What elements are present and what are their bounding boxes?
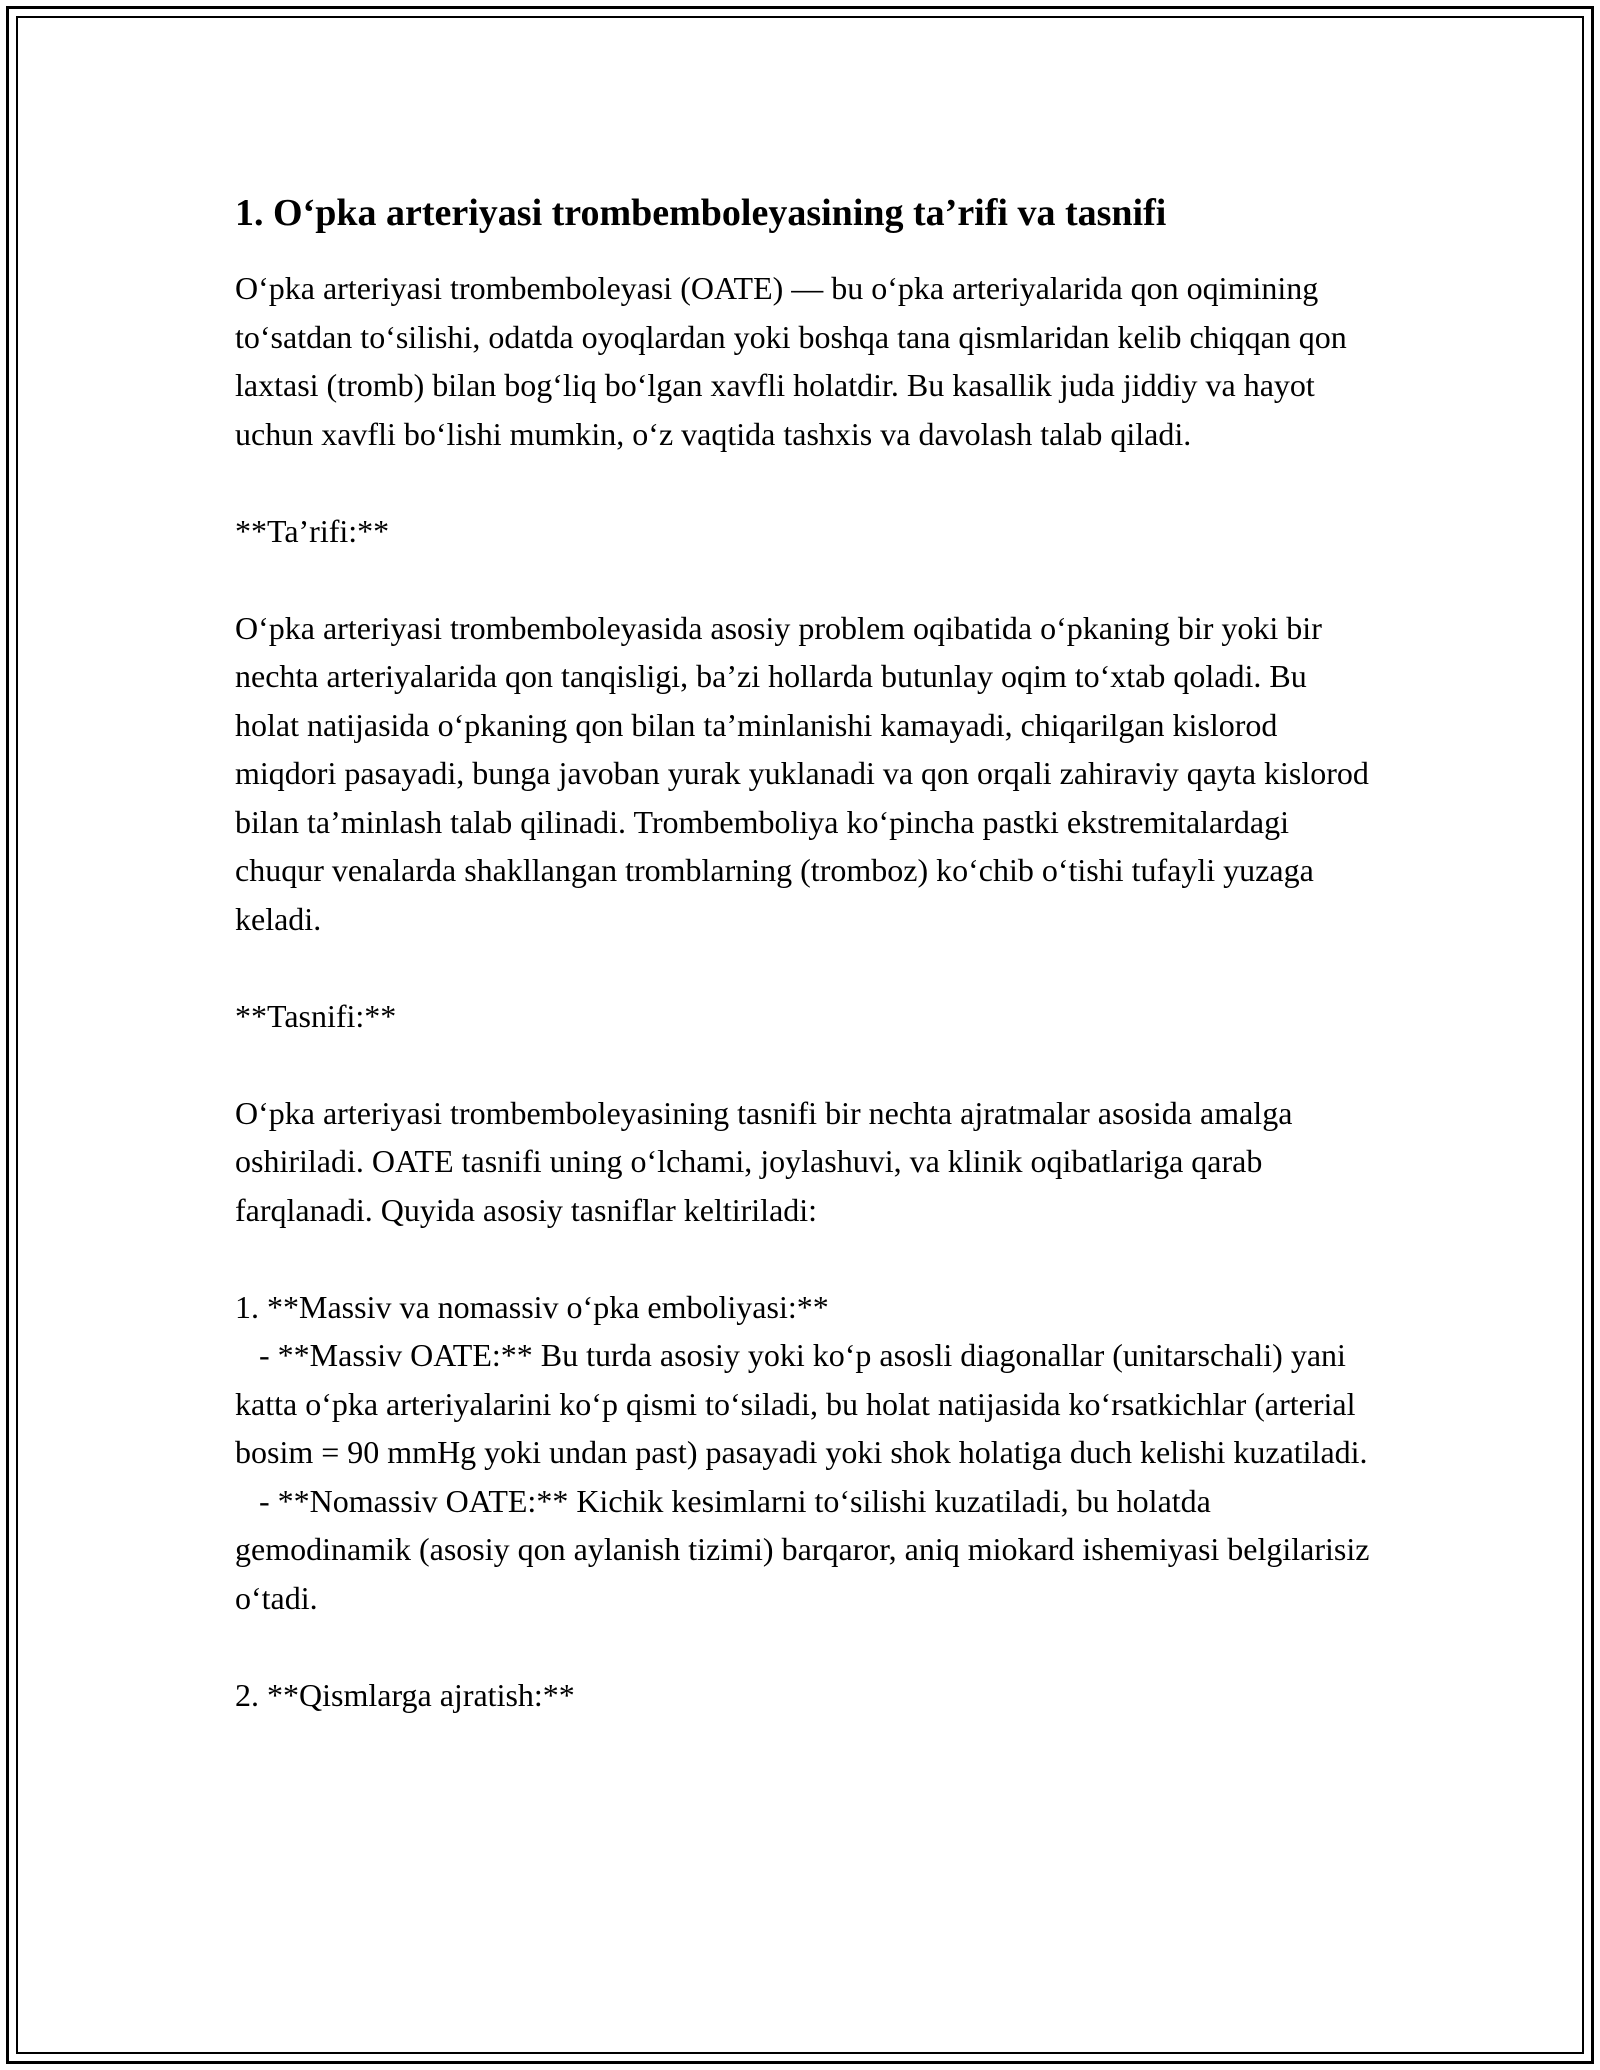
list-subitem-massive: - **Massiv OATE:** Bu turda asosiy yoki ko‘p asosli diagonallar (unitarschali) yani katta o‘pka arteriyalarini ko‘p qismi to‘siladi, bu holat natijasida ko‘rsatkichlar (arterial bosim = 90 mmHg yoki undan past) pasayadi yoki shok holatiga duch kelishi kuzatiladi. <box>235 1337 1368 1470</box>
list-item-heading: 1. **Massiv va nomassiv o‘pka emboliyasi:** <box>235 1288 829 1325</box>
classification-paragraph: O‘pka arteriyasi trombemboleyasining tasnifi bir nechta ajratmalar asosida amalga oshiriladi. OATE tasnifi uning o‘lchami, joylashuvi, va klinik oqibatlariga qarab farqlanadi. Quyida asosiy tasniflar keltiriladi: <box>235 1094 1301 1228</box>
document-title: 1. O‘pka arteriyasi trombemboleyasining ta’rifi va tasnifi <box>235 192 1167 234</box>
list-item-massive-nonmassive <box>235 1283 1378 1623</box>
intro-paragraph: O‘pka arteriyasi trombemboleyasi (OATE) — bu o‘pka arteriyalarida qon oqimining to‘satdan to‘silishi, odatda oyoqlardan yoki boshqa tana qismlaridan kelib chiqqan qon laxtasi (tromb) bilan bog‘liq bo‘lgan xavfli holatdir. Bu kasallik juda jiddiy va hayot uchun xavfli bo‘lishi mumkin, o‘z vaqtida tashxis va davolash talab qiladi. <box>235 270 1355 452</box>
classification-heading: **Tasnifi:** <box>235 997 397 1034</box>
list-subitem-nonmassive: - **Nomassiv OATE:** Kichik kesimlarni to‘silishi kuzatiladi, bu holatda gemodinamik (asosiy qon aylanish tizimi) barqaror, aniq miokard ishemiyasi belgilarisiz o‘tadi. <box>235 1482 1378 1616</box>
definition-heading: **Ta’rifi:** <box>235 512 390 549</box>
definition-paragraph: O‘pka arteriyasi trombemboleyasida asosiy problem oqibatida o‘pkaning bir yoki bir nechta arteriyalarida qon tanqisligi, ba’zi hollarda butunlay oqim to‘xtab qoladi. Bu holat natijasida o‘pkaning qon bilan ta’minlanishi kamayadi, chiqarilgan kislorod miqdori pasayadi, bunga javoban yurak yuklanadi va qon orqali zahiraviy qayta kislorod bilan ta’minlash talab qilinadi. Trombemboliya ko‘pincha pastki ekstremitalardagi chuqur venalarda shakllangan tromblarning (tromboz) ko‘chib o‘tishi tufayli yuzaga keladi. <box>235 609 1377 937</box>
list-item-heading: 2. **Qismlarga ajratish:** <box>235 1676 575 1713</box>
document-body <box>235 186 1378 1719</box>
